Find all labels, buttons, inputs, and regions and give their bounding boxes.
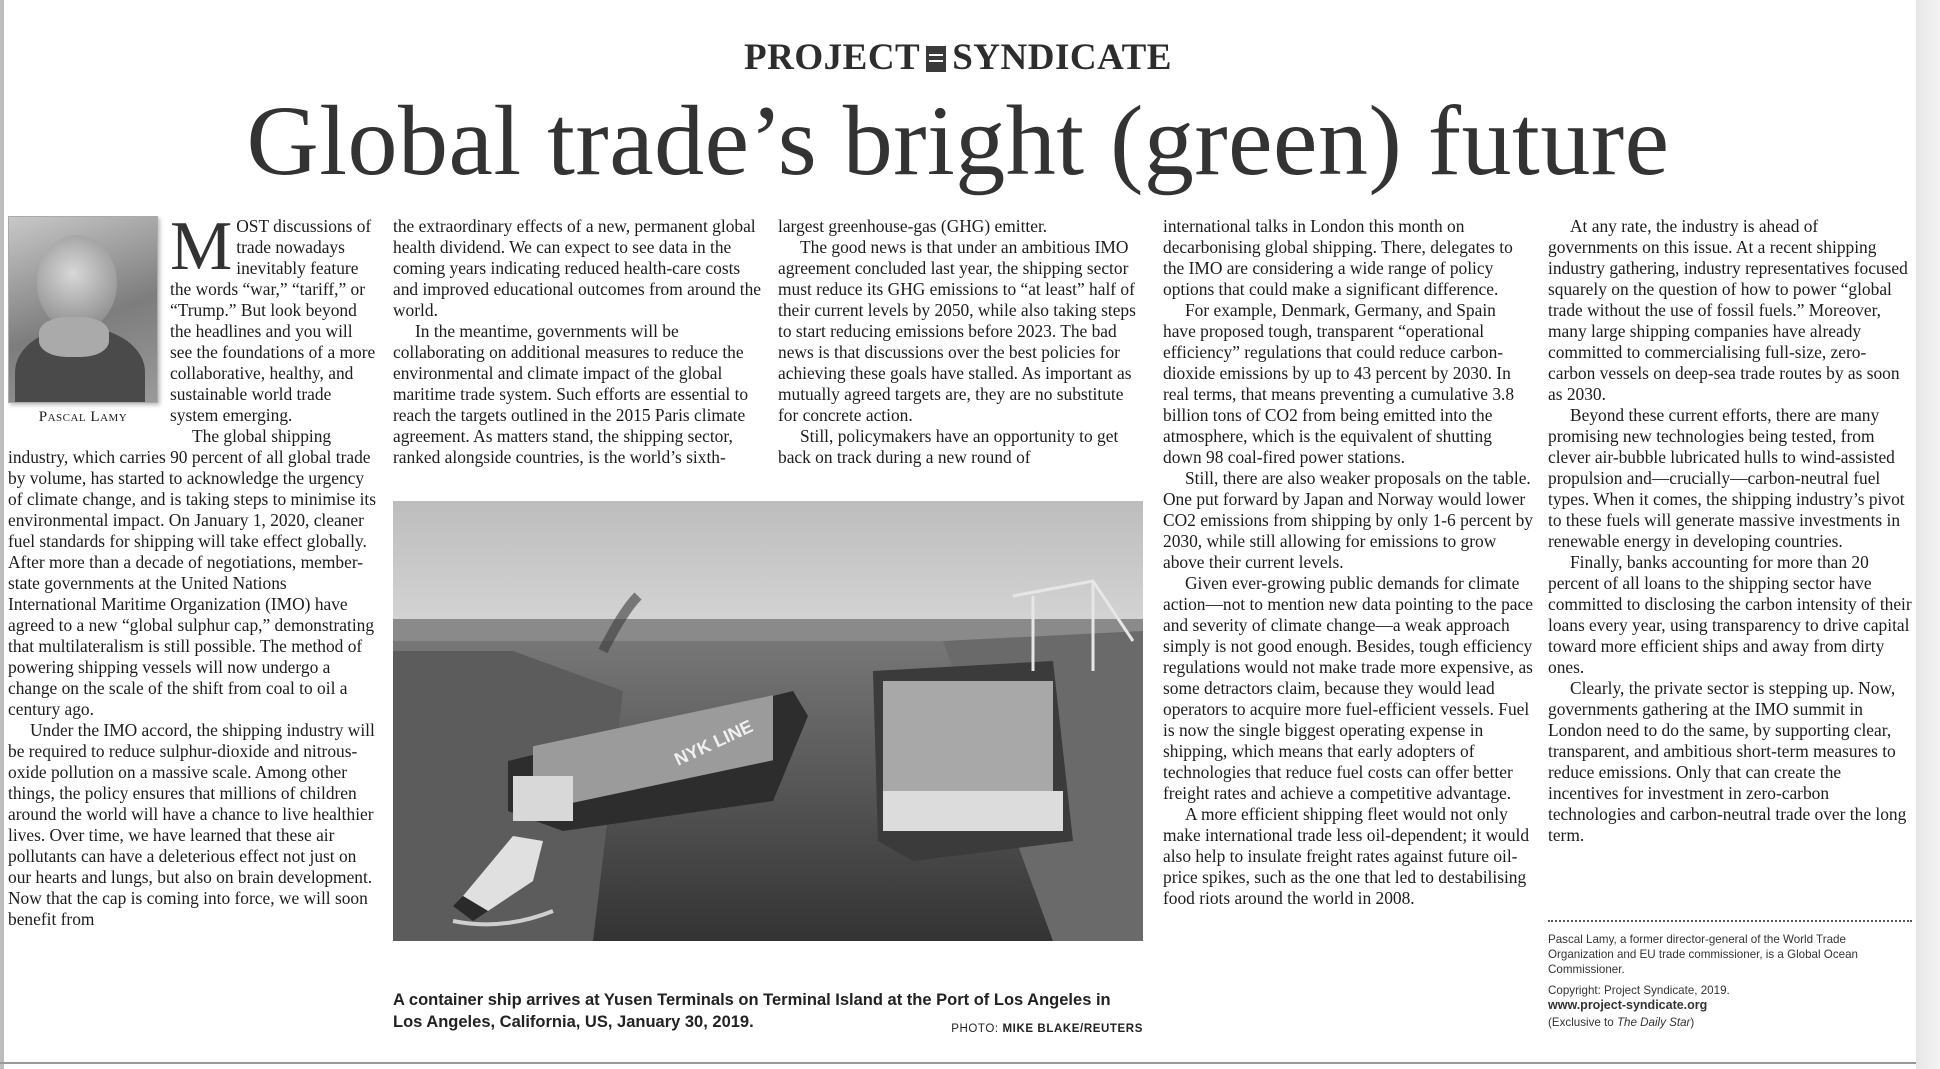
masthead-right-word: SYNDICATE <box>952 37 1172 78</box>
ship-name-text: NYK LINE <box>671 715 756 770</box>
paragraph: Still, there are also weaker proposals on the table. One put forward by Japan and Norway would lower CO2 emissions from shipping by only 1-6 percent by 2030, while still allowing for emissions to grow above their current levels. <box>1163 468 1533 572</box>
column-3 <box>778 216 1142 486</box>
paragraph: The global shipping industry, which carries 90 percent of all global trade by volume, has started to acknowledge the urgency of climate change, and is taking steps to minimise its environmental impact. On January 1, 2020, cleaner fuel standards for shipping will take effect globally. After more than a decade of negotiations, member-state governments at the United Nations International Maritime Organization (IMO) have agreed to a new “global sulphur cap,” demonstrating that multilateralism is still possible. The method of powering shipping vessels will now undergo a change on the scale of the shift from coal to oil a century ago. <box>8 426 377 719</box>
page-bottom-rule <box>0 1062 1916 1064</box>
paragraph: Finally, banks accounting for more than 20 percent of all loans to the shipping sector have committed to disclosing the carbon intensity of their loans every year, using transparency to drive capital toward more efficient ships and away from dirty ones. <box>1548 552 1912 677</box>
masthead-left-word: PROJECT <box>744 37 921 78</box>
paragraph: In the meantime, governments will be collaborating on additional measures to reduce the environmental and climate impact of the global maritime trade system. Such efforts are essential to reach the targets outlined in the 2015 Paris climate agreement. As matters stand, the shipping sector, ranked alongside countries, is the world’s sixth- <box>393 321 749 467</box>
photo-credit-prefix: PHOTO: <box>951 1023 999 1035</box>
exclusive-line <box>1548 1015 1912 1030</box>
photo-credit <box>926 1023 1143 1035</box>
masthead <box>0 36 1916 79</box>
photo-caption: A container ship arrives at Yusen Terminals on Terminal Island at the Port of Los Angeles in Los Angeles, California, US, January 30, 2019. <box>393 991 1111 1031</box>
port-scene-illustration <box>393 501 1143 941</box>
column-2 <box>393 216 763 506</box>
photo-credit-name: MIKE BLAKE/REUTERS <box>1002 1023 1143 1035</box>
page-right-edge <box>1916 0 1940 1069</box>
paragraph: largest greenhouse-gas (GHG) emitter. <box>778 216 1048 236</box>
author-name: Pascal Lamy <box>38 409 128 425</box>
drop-cap: M <box>170 216 233 285</box>
syndicate-logo-icon <box>926 46 946 72</box>
paragraph: Still, policymakers have an opportunity to get back on track during a new round of <box>778 426 1119 467</box>
bio-divider <box>1548 920 1912 922</box>
paragraph: At any rate, the industry is ahead of governments on this issue. At a recent shipping industry gathering, industry representatives focused squarely on the question of how to power “global trade without the use of fossil fuels.” Moreover, many large shipping companies have already committed to commercialising full-size, zero-carbon vessels on deep-sea trade routes by as soon as 2030. <box>1548 216 1908 404</box>
paragraph: For example, Denmark, Germany, and Spain have proposed tough, transparent “operational efficiency” regulations that could reduce carbon-dioxide emissions by up to 43 percent by 2030. In real terms, that means preventing a cumulative 3.8 billion tons of CO2 from being emitted into the atmosphere, which is the equivalent of shutting down 98 coal-fired power stations. <box>1163 300 1515 467</box>
column-4 <box>1163 216 1533 1066</box>
column-5 <box>1548 216 1912 906</box>
exclusive-prefix: (Exclusive to <box>1548 1016 1614 1029</box>
exclusive-suffix: ) <box>1690 1016 1695 1029</box>
paragraph: Clearly, the private sector is stepping up. Now, governments gathering at the IMO summit in London need to do the same, by supporting clear, transparent, and ambitious short-term measures to reduce emissions. Only that can create the incentives for investment in zero-carbon technologies and carbon-neutral trade over the long term. <box>1548 678 1907 845</box>
headline: Global trade’s bright (green) future <box>246 85 1670 196</box>
paragraph: Beyond these current efforts, there are many promising new technologies being tested, from clever air-bubble lubricated hulls to wind-assisted propulsion and—crucially—carbon-neutral fuel types. When it comes, the shipping industry’s pivot to these fuels will generate massive investments in renewable energy in developing countries. <box>1548 405 1905 551</box>
bio-text: Pascal Lamy, a former director-general of the World Trade Organization and EU trade commissioner, is a Global Ocean Commissioner. <box>1548 933 1858 976</box>
column-1 <box>8 216 378 1046</box>
lead-text: OST discussions of trade nowadays inevitably feature the words “war,” “tariff,” or “Trump.” But look beyond the headlines and you will see the foundations of a more collaborative, healthy, and sustainable world trade system emerging. <box>170 216 376 425</box>
paragraph: The good news is that under an ambitious IMO agreement concluded last year, the shipping sector must reduce its GHG emissions to “at least” half of their current levels by 2050, while also taking steps to start reducing emissions before 2023. The bad news is that discussions over the best policies for achieving these goals have stalled. As important as mutually agreed targets are, they are no substitute for concrete action. <box>778 237 1136 425</box>
paragraph: the extraordinary effects of a new, permanent global health dividend. We can expect to see data in the coming years indicating reduced health-care costs and improved educational outcomes from around the world. <box>393 216 761 320</box>
paragraph: international talks in London this month on decarbonising global shipping. There, delegates to the IMO are considering a wide range of policy options that could make a significant difference. <box>1163 216 1513 299</box>
paragraph: Under the IMO accord, the shipping industry will be required to reduce sulphur-dioxide and nitrous-oxide pollution on a massive scale. Among other things, the policy ensures that millions of children around the world will have a chance to live healthier lives. Over time, we have learned that these air pollutants can have a deleterious effect not just on our hearts and lungs, but also on brain development. Now that the cap is coming into force, we will soon benefit from <box>8 720 375 929</box>
container-ship-photo <box>393 501 1143 941</box>
author-bio <box>1548 932 1912 1036</box>
paragraph: A more efficient shipping fleet would not only make international trade less oil-dependent; it would also help to insulate freight rates against future oil-price spikes, such as the one that led to destabilising food riots around the world in 2008. <box>1163 804 1530 908</box>
author-box <box>8 216 158 431</box>
source-url: www.project-syndicate.org <box>1548 998 1708 1012</box>
copyright-line: Copyright: Project Syndicate, 2019. <box>1548 984 1730 997</box>
newspaper-name: The Daily Star <box>1616 1016 1691 1029</box>
paragraph: Given ever-growing public demands for climate action—not to mention new data pointing to the pace and severity of climate change—a weak approach simply is not good enough. Besides, tough efficiency regulations would not make trade more expensive, as some detractors claim, because they would lead operators to acquire more fuel-efficient vessels. Fuel is now the single biggest operating expense in shipping, which means that early adopters of technologies that reduce fuel costs can offer better freight rates and achieve a competitive advantage. <box>1163 573 1533 803</box>
author-portrait <box>8 216 158 403</box>
